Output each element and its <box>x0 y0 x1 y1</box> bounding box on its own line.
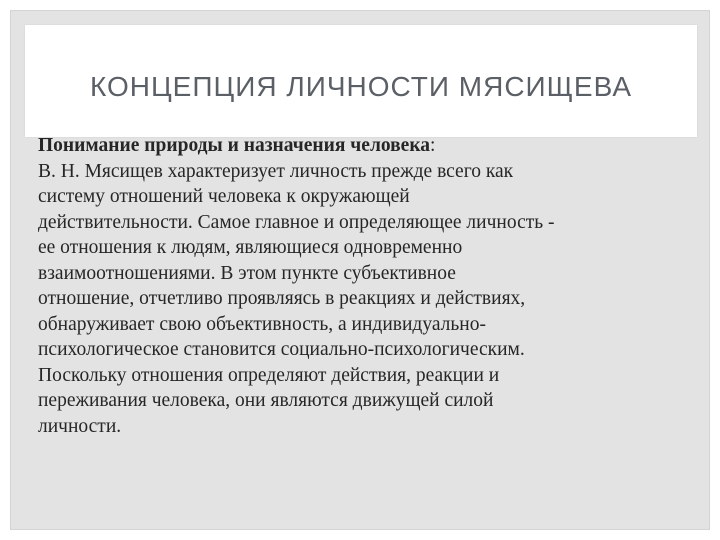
body-line-10: переживания человека, они являются движущей силой <box>38 390 494 411</box>
body-line-9: Поскольку отношения определяют действия, реакции и <box>38 364 500 386</box>
subtitle-bold-text: Понимание природы и назначения человека <box>38 135 431 156</box>
title-panel <box>25 25 697 137</box>
body-line-11: личности. <box>38 415 122 437</box>
slide-title: КОНЦЕПЦИЯ ЛИЧНОСТИ МЯСИЩЕВА <box>89 71 633 102</box>
subtitle-colon: : <box>430 135 436 156</box>
body-line-5: взаимоотношениями. В этом пункте субъективное <box>38 262 456 284</box>
body-line-1: В. Н. Мясищев характеризует личность прежде всего как <box>38 160 514 182</box>
body-line-6: отношение, отчетливо проявляясь в реакциях и действиях, <box>38 288 526 309</box>
body-line-8: психологическое становится социально-психологическим. <box>38 339 525 360</box>
slide-body <box>38 133 678 439</box>
body-line-2: систему отношений человека к окружающей <box>38 186 410 207</box>
subtitle-line <box>38 133 678 159</box>
body-line-7: обнаруживает свою объективность, а индивидуально- <box>38 313 486 335</box>
body-line-4: ее отношения к людям, являющиеся одновременно <box>38 237 463 258</box>
body-line-3: действительности. Самое главное и определяющее личность - <box>38 211 555 233</box>
